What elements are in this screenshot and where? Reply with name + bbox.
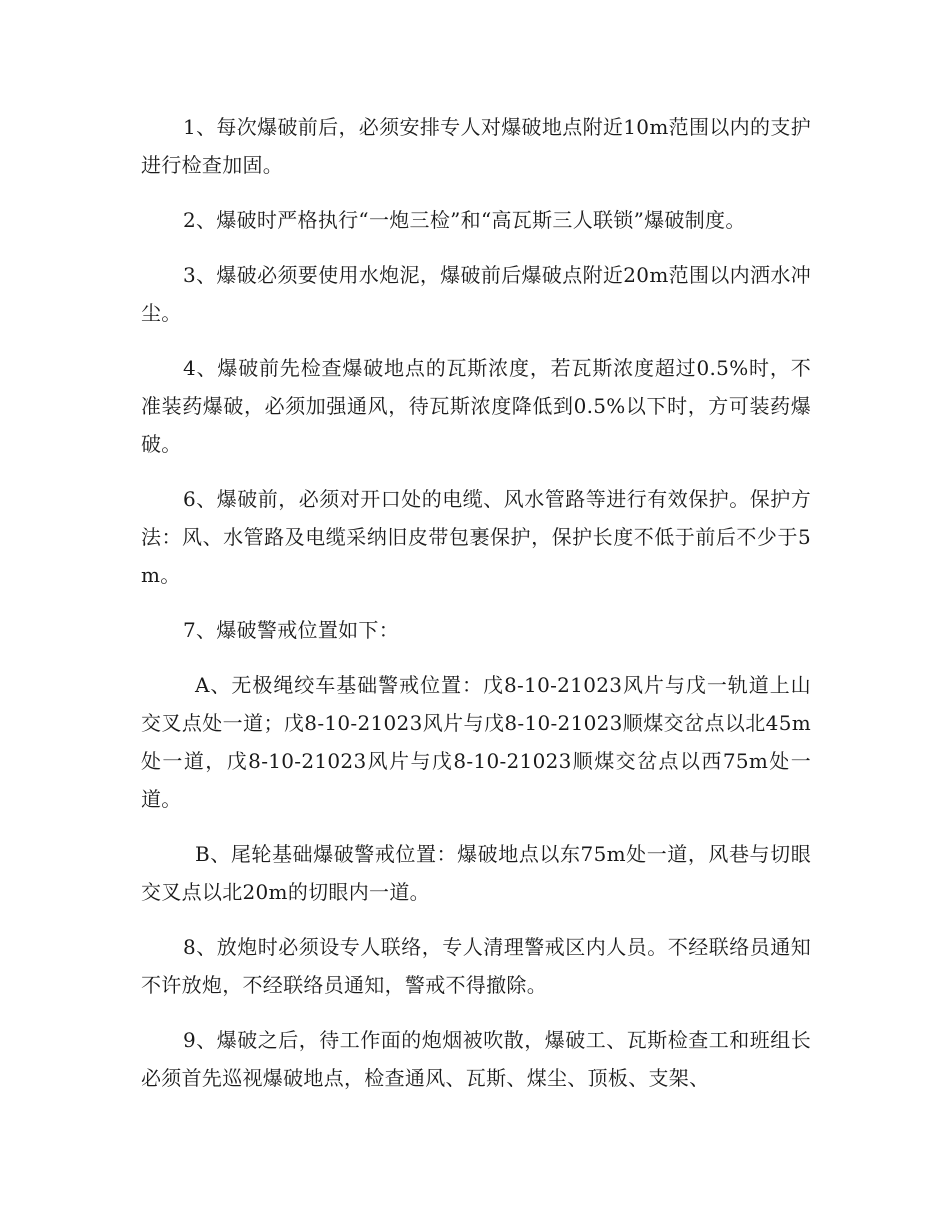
paragraph-item-3: 3、爆破必须要使用水炮泥，爆破前后爆破点附近20m范围以内洒水冲尘。: [141, 263, 811, 325]
paragraph-item-1: 1、每次爆破前后，必须安排专人对爆破地点附近10m范围以内的支护进行检查加固。: [141, 115, 811, 177]
paragraph-item-7b: B、尾轮基础爆破警戒位置：爆破地点以东75m处一道，风巷与切眼交叉点以北20m的切眼内一道。: [141, 842, 811, 904]
paragraph-item-7a: A、无极绳绞车基础警戒位置：戊8-10-21023风片与戊一轨道上山交叉点处一道；戊8-10-21023风片与戊8-10-21023顺煤交岔点以北45m处一道，戊8-10-21023风片与戊8-10-21023顺煤交岔点以西75m处一道。: [141, 673, 811, 811]
paragraph-item-7: 7、爆破警戒位置如下：: [183, 618, 400, 642]
paragraph-item-4: 4、爆破前先检查爆破地点的瓦斯浓度，若瓦斯浓度超过0.5%时，不准装药爆破，必须加强通风，待瓦斯浓度降低到0.5%以下时，方可装药爆破。: [141, 356, 811, 456]
document-body: [141, 108, 811, 1114]
paragraph-item-6: 6、爆破前，必须对开口处的电缆、风水管路等进行有效保护。保护方法：风、水管路及电缆采纳旧皮带包裹保护，保护长度不低于前后不少于5m。: [141, 487, 811, 587]
paragraph-item-2: 2、爆破时严格执行“一炮三检”和“高瓦斯三人联锁”爆破制度。: [183, 208, 746, 232]
paragraph-item-9: 9、爆破之后，待工作面的炮烟被吹散，爆破工、瓦斯检查工和班组长必须首先巡视爆破地点，检查通风、瓦斯、煤尘、顶板、支架、: [141, 1028, 811, 1090]
paragraph-item-8: 8、放炮时必须设专人联络，专人清理警戒区内人员。不经联络员通知不许放炮，不经联络员通知，警戒不得撤除。: [141, 935, 811, 997]
